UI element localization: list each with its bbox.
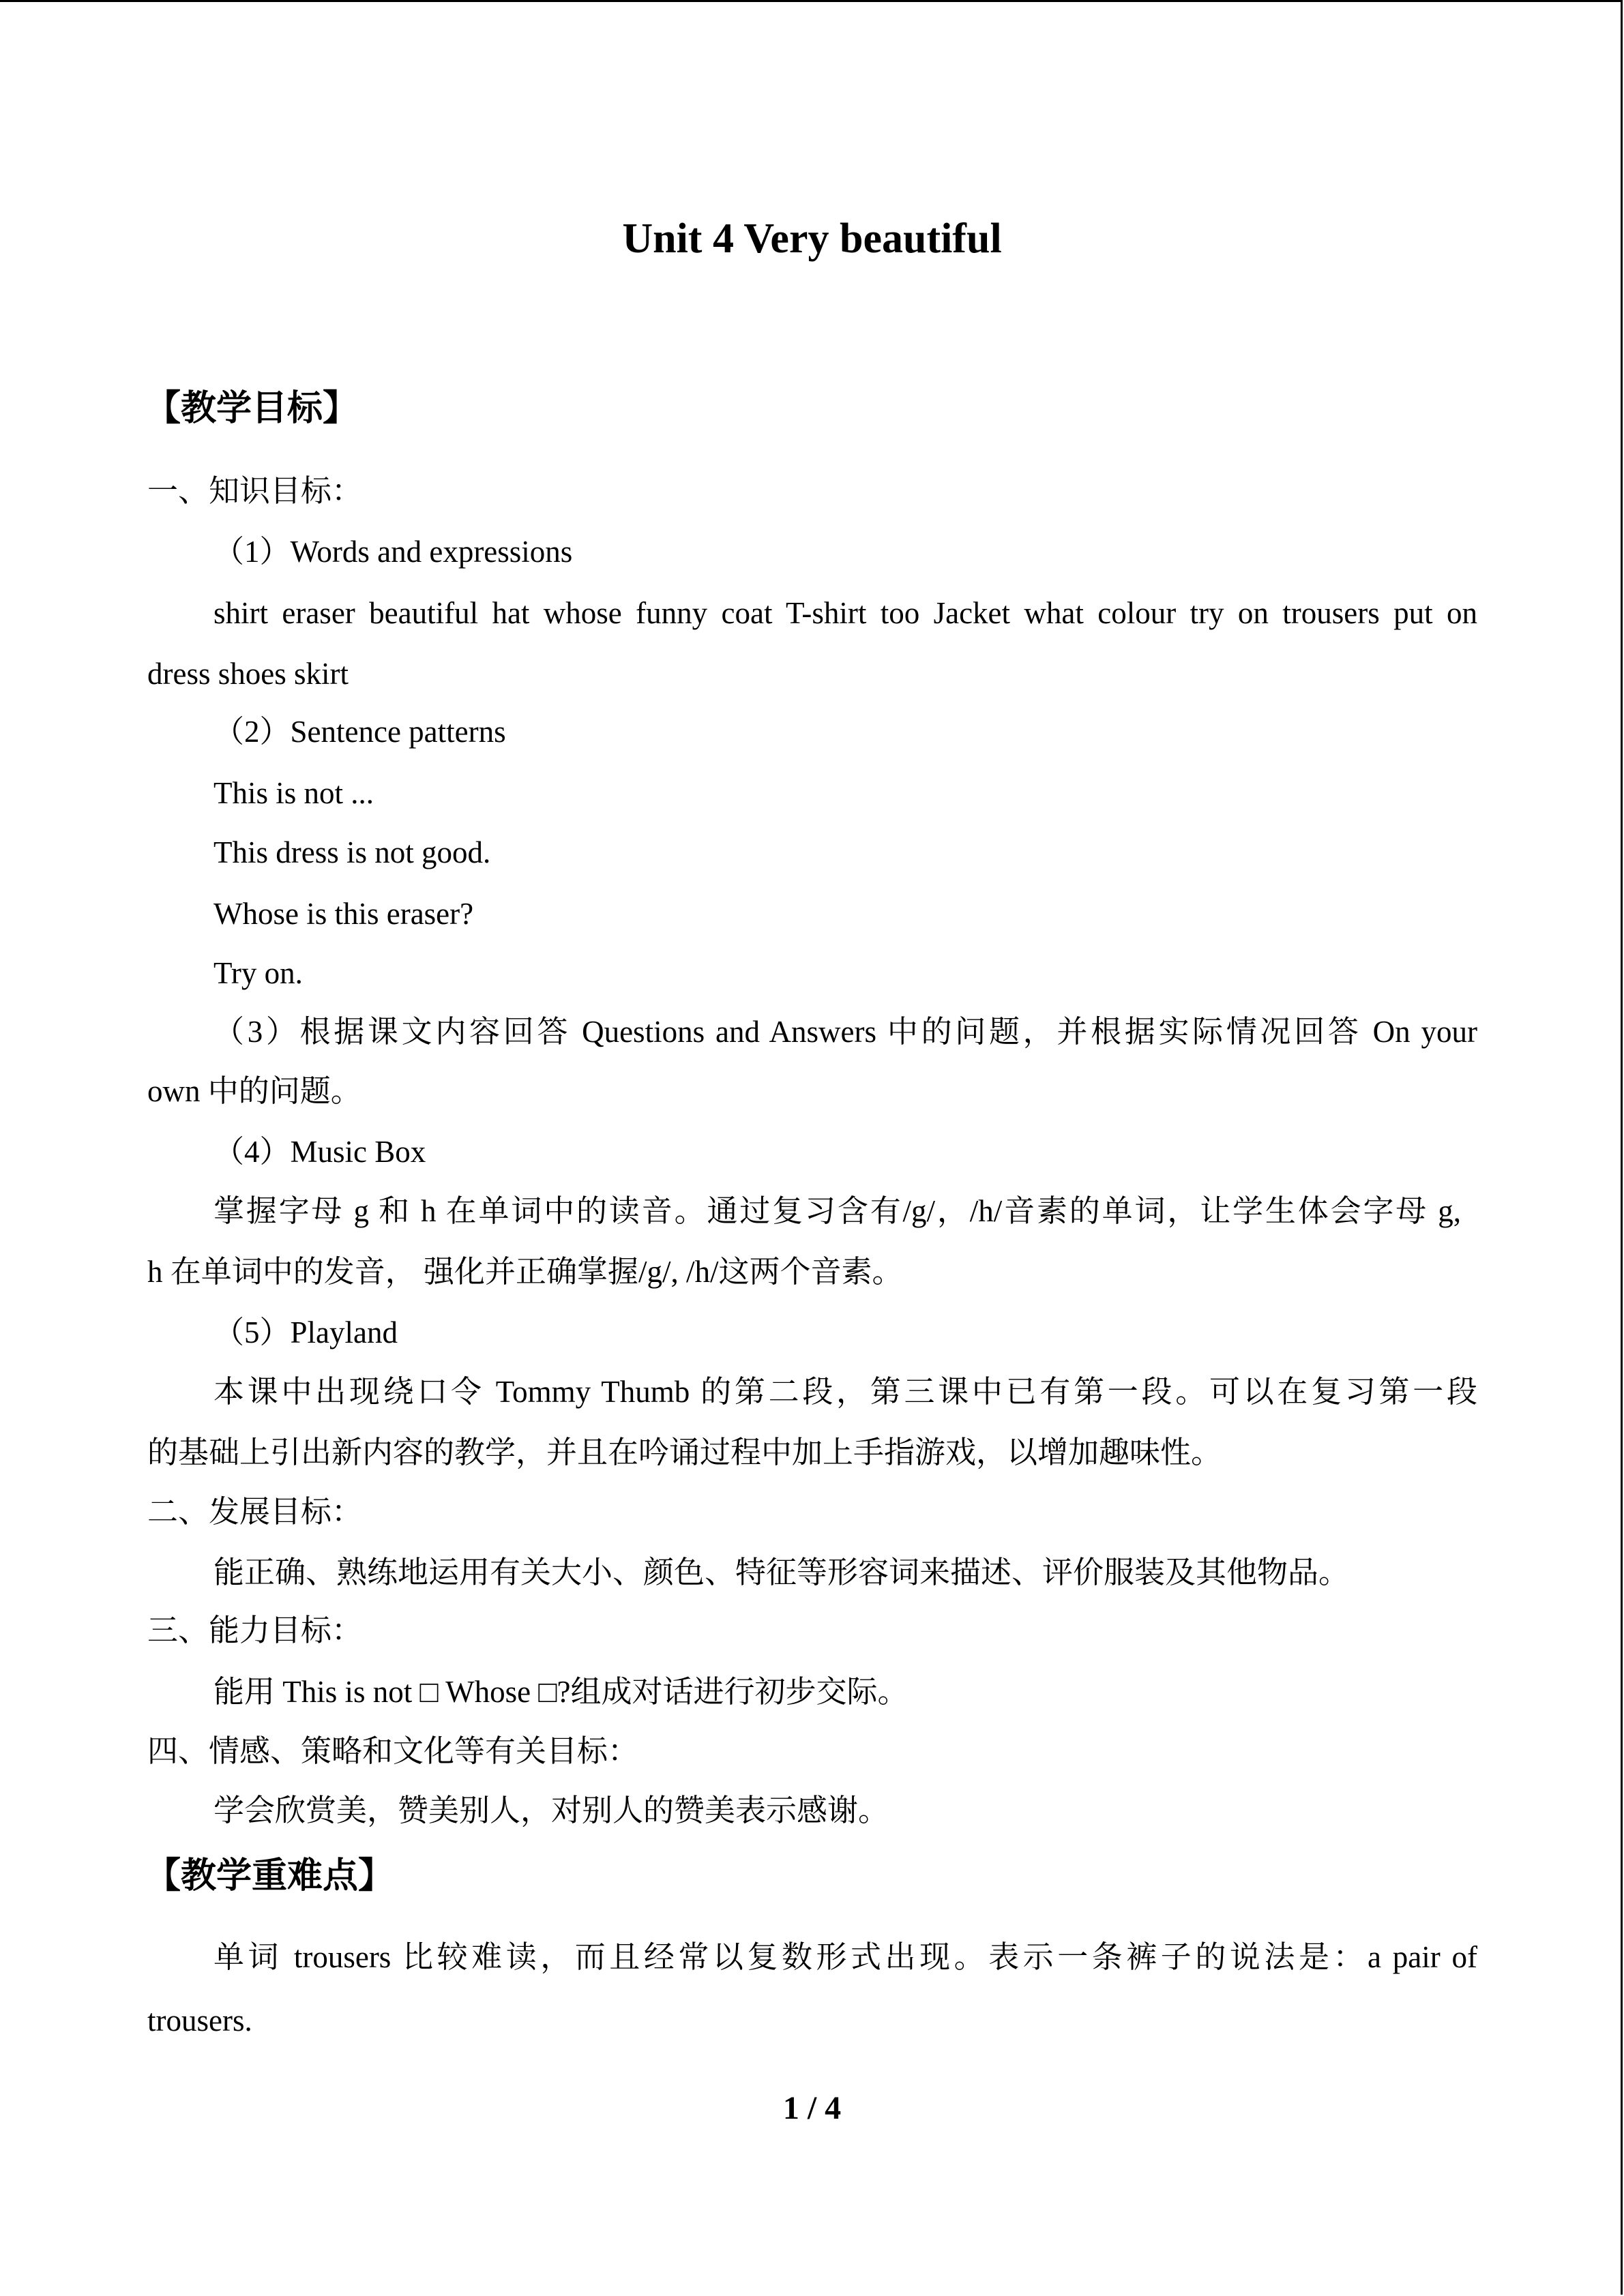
playland-line1: 本课中出现绕口令 Tommy Thumb 的第二段，第三课中已有第一段。可以在复习第一段	[213, 1375, 1477, 1409]
development-goals-text: 能正确、熟练地运用有关大小、颜色、特征等形容词来描述、评价服装及其他物品。	[213, 1555, 1350, 1590]
ability-goals-text: 能用 This is not □ Whose □?组成对话进行初步交际。	[213, 1675, 909, 1709]
sentence-line: This dress is not good.	[213, 835, 491, 869]
affective-goals-text: 学会欣赏美，赞美别人，对别人的赞美表示感谢。	[213, 1793, 889, 1828]
section-heading-teaching-goals: 【教学目标】	[145, 388, 359, 429]
sentence-line: Whose is this eraser?	[213, 897, 474, 931]
music-box-line2: h 在单词中的发音， 强化并正确掌握/g/, /h/这两个音素。	[147, 1255, 903, 1289]
sentence-line: Try on.	[213, 956, 303, 990]
document-title: Unit 4 Very beautiful	[622, 215, 1002, 262]
sentence-line: This is not ...	[213, 776, 374, 810]
key-points-line1: 单词 trousers 比较难读，而且经常以复数形式出现。表示一条裤子的说法是：a pair of	[213, 1940, 1477, 1974]
key-points-line2: trousers.	[147, 2003, 252, 2038]
page-number: 1 / 4	[782, 2090, 842, 2126]
playland-label: （5）Playland	[213, 1315, 398, 1350]
affective-goals-heading: 四、情感、策略和文化等有关目标：	[147, 1734, 639, 1768]
playland-line2: 的基础上引出新内容的教学，并且在吟诵过程中加上手指游戏，以增加趣味性。	[147, 1435, 1222, 1470]
words-list-line1: shirt eraser beautiful hat whose funny coat T-shirt too Jacket what colour try on trousers put on	[213, 596, 1477, 630]
words-list-line2: dress shoes skirt	[147, 657, 349, 691]
qa-goal-line1: （3）根据课文内容回答 Questions and Answers 中的问题，并根据实际情况回答 On your	[213, 1015, 1477, 1049]
ability-goals-heading: 三、能力目标：	[147, 1613, 363, 1648]
music-box-label: （4）Music Box	[213, 1135, 426, 1169]
section-heading-key-points: 【教学重难点】	[145, 1855, 394, 1896]
music-box-line1: 掌握字母 g 和 h 在单词中的读音。通过复习含有/g/，/h/音素的单词，让学生体会字母 g,	[213, 1194, 1461, 1228]
qa-goal-line2: own 中的问题。	[147, 1074, 361, 1108]
development-goals-heading: 二、发展目标：	[147, 1495, 363, 1529]
knowledge-goals-heading: 一、知识目标：	[147, 474, 363, 508]
sentence-patterns-label: （2）Sentence patterns	[213, 715, 506, 749]
words-expressions-label: （1）Words and expressions	[213, 535, 573, 569]
